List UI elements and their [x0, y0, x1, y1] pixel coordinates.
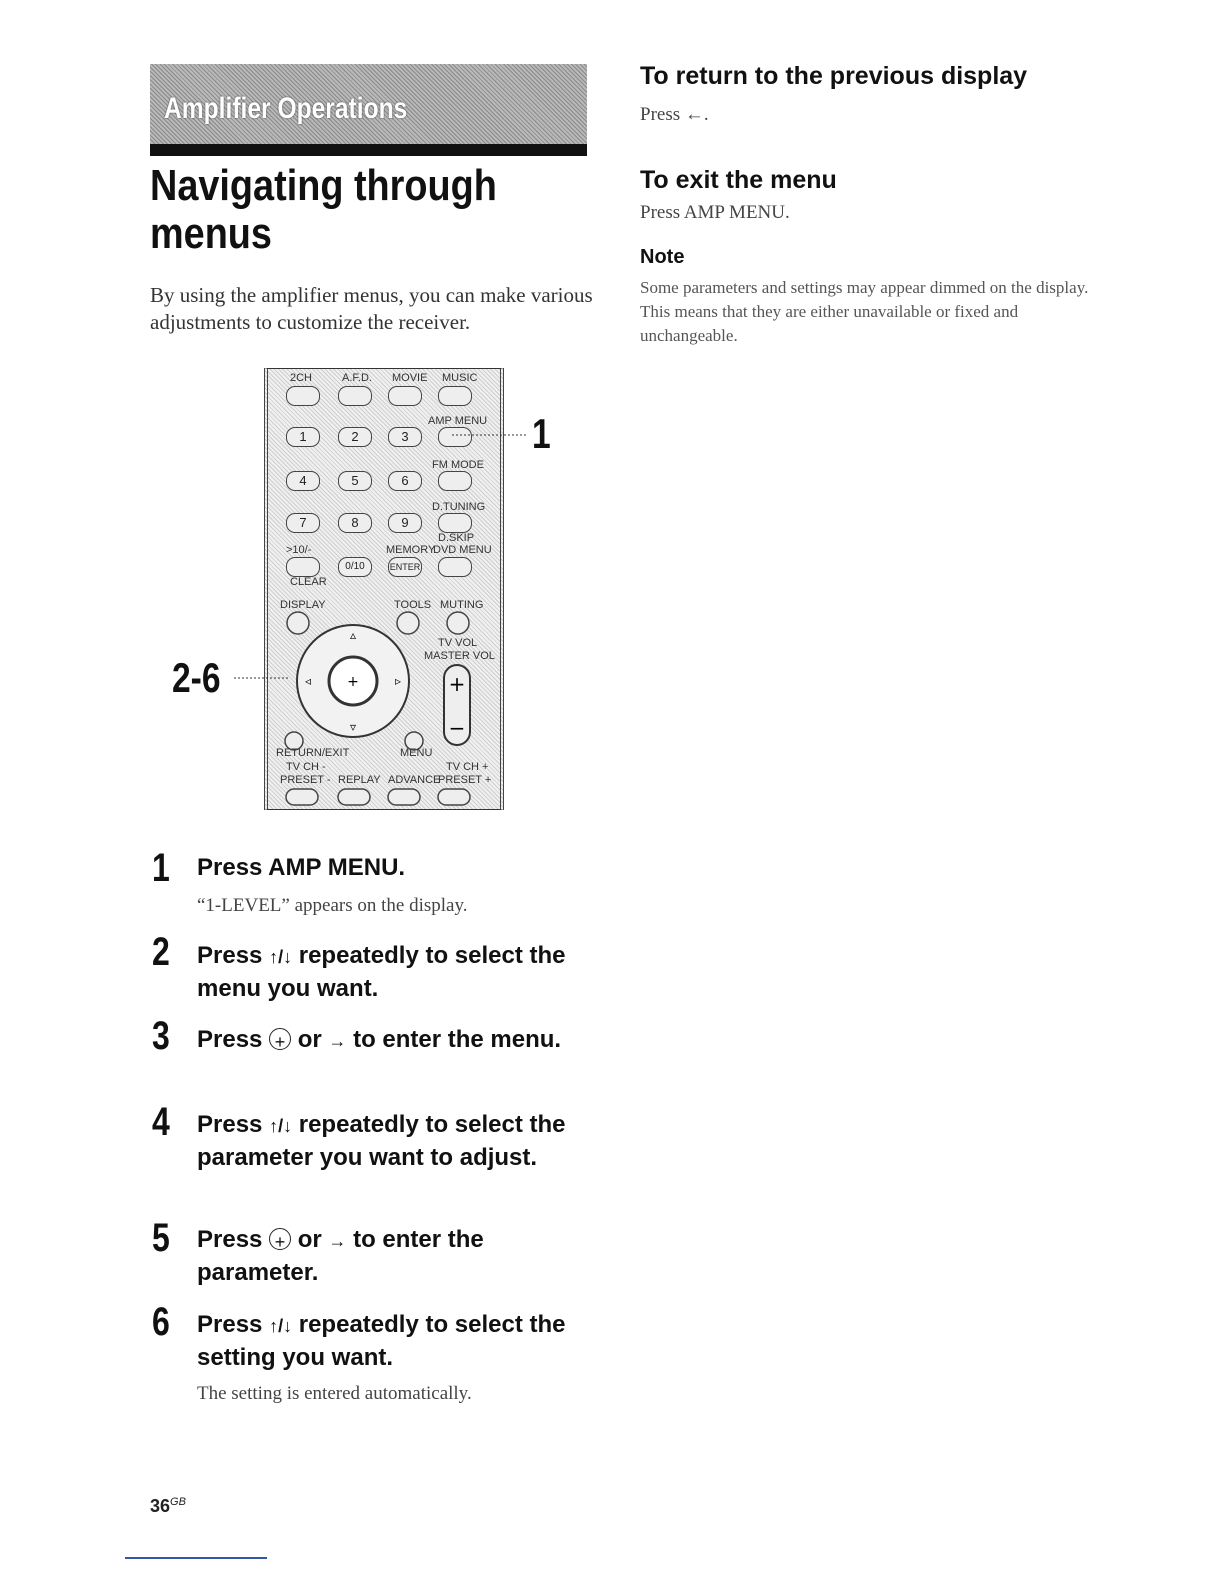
remote-label-replay: REPLAY	[338, 774, 381, 786]
svg-text:−: −	[448, 716, 466, 740]
left-arrow-icon: ←	[684, 104, 704, 125]
return-text	[640, 102, 1100, 128]
return-heading: To return to the previous display	[640, 62, 1028, 90]
svg-text:+: +	[448, 672, 466, 696]
remote-button-5: 5	[338, 471, 372, 491]
remote-label-dvd-menu: DVD MENU	[433, 544, 492, 556]
step-text: or	[291, 1226, 329, 1253]
step-number: 5	[152, 1216, 170, 1260]
step-number: 2	[152, 930, 170, 974]
step-note: “1-LEVEL” appears on the display.	[197, 895, 468, 916]
note-text: Some parameters and settings may appear dimmed on the display. This means that they are either unavailable or fixed and unchangeable.	[640, 278, 1089, 345]
remote-button-4: 4	[286, 471, 320, 491]
remote-label-menu: MENU	[400, 747, 433, 759]
remote-button-0: 0/10	[338, 557, 372, 577]
section-banner-text: Amplifier Operations	[164, 92, 408, 125]
remote-label-movie: MOVIE	[392, 372, 428, 384]
right-arrow-icon: →	[328, 1031, 347, 1051]
step-number: 4	[152, 1100, 170, 1144]
remote-label-tv-vol: TV VOL	[438, 637, 478, 649]
callout-lines	[230, 420, 530, 690]
remote-label-tv-ch-plus: TV CH +	[446, 761, 489, 773]
remote-label-preset-minus: PRESET -	[280, 774, 331, 786]
step-title	[197, 940, 597, 1005]
step-number: 6	[152, 1300, 170, 1344]
up-down-arrows-icon: ↑/↓	[269, 1116, 293, 1136]
remote-label-muting: MUTING	[440, 599, 484, 611]
page-number	[150, 1496, 186, 1517]
remote-label-return-exit: RETURN/EXIT	[276, 747, 350, 759]
svg-text:◃: ◃	[304, 674, 312, 688]
step-title	[197, 1224, 597, 1289]
step-text: to enter the parameter.	[197, 1226, 484, 1286]
enter-button-icon	[269, 1228, 291, 1250]
svg-text:▿: ▿	[349, 720, 357, 734]
step-text: Press	[197, 1311, 270, 1338]
remote-button-9: 9	[388, 513, 422, 533]
remote-button-3: 3	[388, 427, 422, 447]
remote-label-master-vol: MASTER VOL	[424, 650, 495, 662]
remote-label-d-tuning: D.TUNING	[432, 501, 486, 513]
step-text: repeatedly to select the menu you want.	[197, 942, 566, 1002]
intro-text: By using the amplifier menus, you can make various adjustments to customize the receiver.	[150, 283, 593, 334]
page-title: Navigating through menus	[150, 161, 497, 258]
remote-button-8: 8	[338, 513, 372, 533]
return-text-end: .	[703, 104, 709, 125]
up-down-arrows-icon: ↑/↓	[269, 947, 293, 967]
step-text: Press	[197, 1226, 270, 1253]
remote-button-enter: ENTER	[388, 557, 422, 577]
right-arrow-icon: →	[328, 1231, 347, 1251]
remote-button-7: 7	[286, 513, 320, 533]
remote-label-clear: CLEAR	[290, 576, 327, 588]
step-text: repeatedly to select the setting you want.	[197, 1311, 566, 1371]
up-down-arrows-icon: ↑/↓	[269, 1316, 293, 1336]
remote-button-1: 1	[286, 427, 320, 447]
remote-label-tv-ch-minus: TV CH -	[286, 761, 326, 773]
callout-2-6: 2-6	[172, 654, 221, 701]
step-number: 3	[152, 1014, 170, 1058]
step-title	[197, 1309, 597, 1374]
step-title: Press AMP MENU.	[197, 854, 406, 881]
step-text: repeatedly to select the parameter you want to adjust.	[197, 1111, 566, 1171]
remote-label-gt10: >10/-	[286, 544, 312, 556]
note-heading: Note	[640, 246, 685, 268]
page-number-suffix: GB	[170, 1496, 186, 1508]
remote-label-fm-mode: FM MODE	[432, 459, 484, 471]
svg-text:▹: ▹	[394, 674, 402, 688]
remote-label-music: MUSIC	[442, 372, 478, 384]
remote-label-memory: MEMORY	[386, 544, 436, 556]
remote-label-preset-plus: PRESET +	[438, 774, 492, 786]
remote-label-d-skip: D.SKIP	[438, 532, 475, 544]
remote-button-2: 2	[338, 427, 372, 447]
enter-button-icon	[269, 1028, 291, 1050]
step-title	[197, 1109, 597, 1174]
exit-heading: To exit the menu	[640, 166, 837, 194]
remote-label-2ch: 2CH	[290, 372, 313, 384]
step-text: Press	[197, 942, 270, 969]
remote-label-afd: A.F.D.	[342, 372, 372, 384]
step-text: or	[291, 1026, 329, 1053]
callout-1: 1	[532, 410, 551, 457]
step-number: 1	[152, 846, 170, 890]
remote-label-display: DISPLAY	[280, 599, 326, 611]
exit-text: Press AMP MENU.	[640, 202, 790, 223]
remote-button-6: 6	[388, 471, 422, 491]
step-note: The setting is entered automatically.	[197, 1383, 472, 1404]
page-number-value: 36	[150, 1496, 171, 1516]
step-text: to enter the menu.	[346, 1026, 562, 1053]
remote-label-tools: TOOLS	[394, 599, 432, 611]
step-title	[197, 1024, 597, 1057]
step-text: Press	[197, 1026, 270, 1053]
return-text-label: Press	[640, 104, 685, 125]
footer-divider	[125, 1557, 267, 1559]
remote-label-amp-menu: AMP MENU	[428, 415, 488, 427]
svg-text:▵: ▵	[349, 628, 357, 642]
svg-text:+: +	[347, 674, 359, 690]
section-banner	[150, 64, 587, 156]
remote-label-advance: ADVANCE	[388, 774, 441, 786]
step-text: Press	[197, 1111, 270, 1138]
